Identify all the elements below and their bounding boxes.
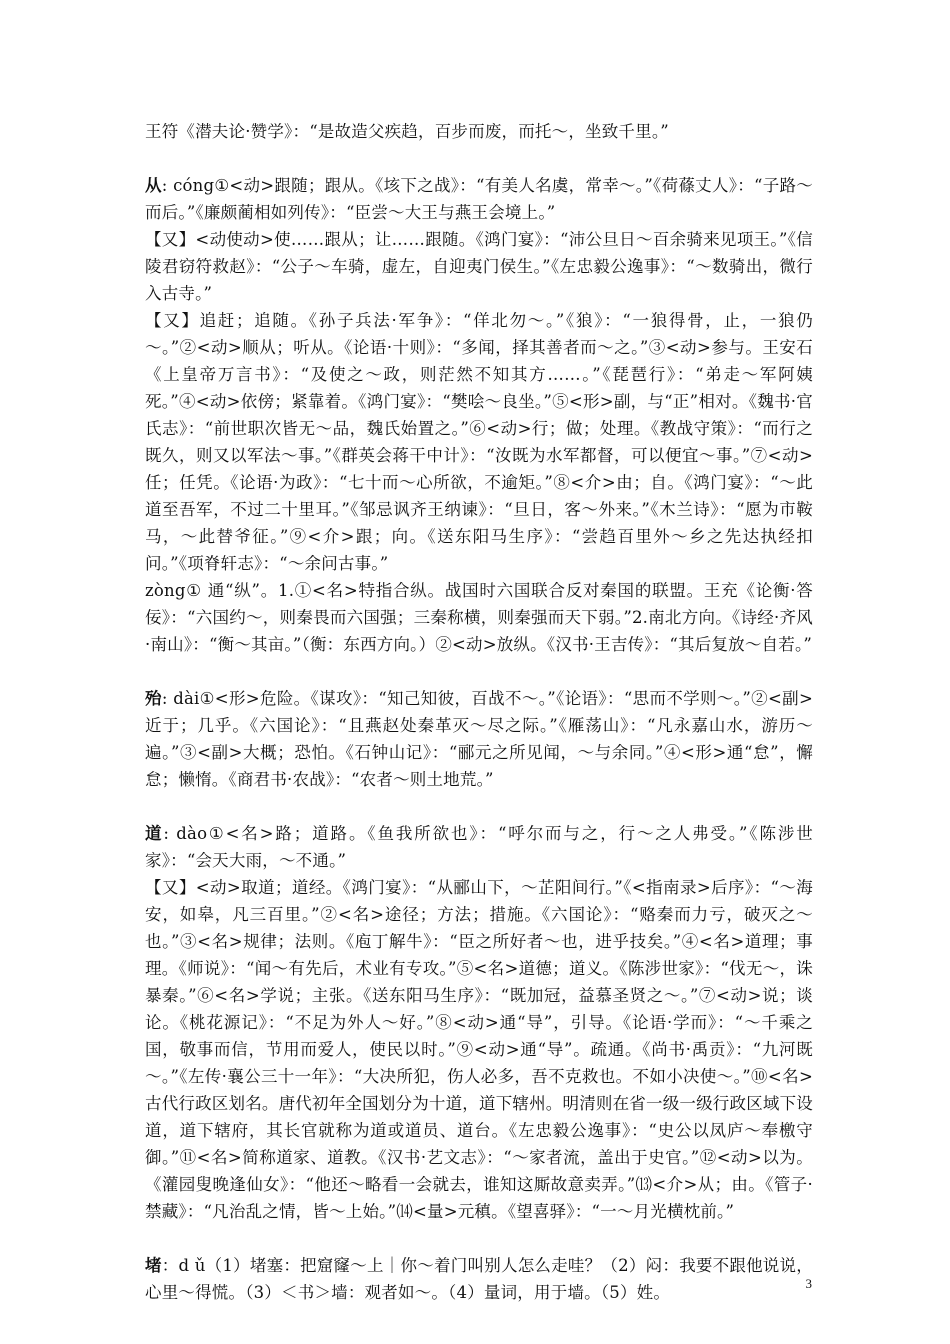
- headword: 道: [145, 824, 164, 843]
- definition-text: ：d ǔ（1）堵塞：把窟窿～上｜你～着门叫别人怎么走哇？（2）闷：我要不跟他说说，心里～得慌。（3）＜书＞墙：观者如～。（4）量词，用于墙。（5）姓。: [145, 1256, 813, 1302]
- entry-paragraph: 【又】<动>取道；道经。《鸿门宴》：“从郦山下，～芷阳间行。”《<指南录>后序》：“～海安，如皋，凡三百里。”②<名>途径；方法；措施。《六国论》：“赂秦而力亏，破灭之～也。”③<名>规律；法则。《庖丁解牛》：“臣之所好者～也，进乎技矣。”④<名>道理；事理。《师说》：“闻～有先后，术业有专攻。”⑤<名>道德；道义。《陈涉世家》：“伐无～，诛暴秦。”⑥<名>学说；主张。《送东阳马生序》：“既加冠，益慕圣贤之～。”⑦<动>说；谈论。《桃花源记》：“不足为外人～好。”⑧<动>通“导”，引导。《论语·学而》：“～千乘之国，敬事而信，节用而爱人，使民以时。”⑨<动>通“导”。疏通。《尚书·禹贡》：“九河既～。”《左传·襄公三十一年》：“大决所犯，伤人必多，吾不克救也。不如小决使～。”⑩<名>古代行政区划名。唐代初年全国划分为十道，道下辖州。明清则在省一级一级行政区域下设道，道下辖府，其长官就称为道或道员、道台。《左忠毅公逸事》：“史公以凤庐～奉檄守御。”⑪<名>简称道家、道教。《汉书·艺文志》：“～家者流，盖出于史官。”⑫<动>以为。《灌园叟晚逢仙女》：“他还～略看一会就去，谁知这厮故意卖弄。”⒀<介>从；由。《管子·禁藏》：“凡治乱之情，皆～上始。”⒁<量>元稹。《望喜驿》：“一～月光横枕前。”: [145, 878, 813, 1221]
- entry-paragraph: [145, 1252, 813, 1306]
- entry-spacer: [145, 658, 813, 685]
- entry-dao: [145, 820, 813, 1225]
- page-number: 3: [805, 1276, 812, 1291]
- entry-paragraph: [145, 685, 813, 793]
- definition-text: : dài①<形>危险。《谋攻》：“知己知彼，百战不～。”《论语》：“思而不学则～。”②<副>近于；几乎。《六国论》：“且燕赵处秦革灭～尽之际。”《雁荡山》：“凡永嘉山水，游历～遍。”③<副>大概；恐怕。《石钟山记》：“郦元之所见闻，～与余同。”④<形>通“怠”，懈怠；懒惰。《商君书·农战》：“农者～则土地荒。”: [145, 689, 814, 789]
- definition-text: : dào①<名>路；道路。《鱼我所欲也》：“呼尔而与之，行～之人弗受。”《陈涉世家》：“会天大雨，～不通。”: [145, 824, 813, 870]
- entry-paragraph: [145, 820, 813, 874]
- headword: 从: [145, 176, 162, 195]
- headword: 殆: [145, 689, 162, 708]
- entry-paragraph: 【又】追赶；追随。《孙子兵法·军争》：“佯北勿～。”《狼》：“一狼得骨，止，一狼仍～。”②<动>顺从；听从。《论语·十则》：“多闻，择其善者而～之。”③<动>参与。王安石《上皇帝万言书》：“及使之～政，则茫然不知其方……。”《琵琶行》：“弟走～军阿姨死。”④<动>依傍；紧靠着。《鸿门宴》：“樊哙～良坐。”⑤<形>副，与“正”相对。《魏书·官氏志》：“前世职次皆无～品，魏氏始置之。”⑥<动>行；做；处理。《教战守策》：“而行之既久，则又以军法～事。”《群英会蒋干中计》：“汝既为水军都督，可以便宜～事。”⑦<动>任；任凭。《论语·为政》：“七十而～心所欲，不逾矩。”⑧<介>由；自。《鸿门宴》：“～此道至吾军，不过二十里耳。”《邹忌讽齐王纳谏》：“旦日，客～外来。”《木兰诗》：“愿为市鞍马，～此替爷征。”⑨<介>跟；向。《送东阳马生序》：“尝趋百里外～乡之先达执经扣问。”《项脊轩志》：“～余问古事。”: [145, 311, 813, 573]
- definition-text: : cóng①<动>跟随；跟从。《垓下之战》：“有美人名虞，常幸～。”《荷蓧丈人》：“子路～而后。”《廉颇蔺相如列传》：“臣尝～大王与燕王会境上。”: [145, 176, 814, 222]
- entry-spacer: [145, 793, 813, 820]
- entry-du: [145, 1252, 813, 1306]
- entry-spacer: [145, 1225, 813, 1252]
- quote-line: 王符《潜夫论·赞学》：“是故造父疾趋，百步而废，而托～，坐致千里。”: [145, 122, 669, 141]
- entry-cong: [145, 172, 813, 658]
- headword: 堵: [145, 1256, 162, 1275]
- entry-paragraph: [145, 172, 813, 226]
- page-content: [145, 118, 813, 1306]
- entry-spacer: [145, 145, 813, 172]
- entry-paragraph: 【又】<动使动>使……跟从；让……跟随。《鸿门宴》：“沛公旦日～百余骑来见项王。”《信陵君窃符救赵》：“公子～车骑，虚左，自迎夷门侯生。”《左忠毅公逸事》：“～数骑出，微行入古寺。”: [145, 230, 813, 303]
- entry-paragraph: zòng① 通“纵”。1.①<名>特指合纵。战国时六国联合反对秦国的联盟。王充《论衡·答佞》：“六国约～，则秦畏而六国强；三秦称横，则秦强而天下弱。”2.南北方向。《诗经·齐风·南山》：“衡～其亩。”（衡：东西方向。）②<动>放纵。《汉书·王吉传》：“其后复放～自若。”: [145, 581, 813, 654]
- entry-dai: [145, 685, 813, 793]
